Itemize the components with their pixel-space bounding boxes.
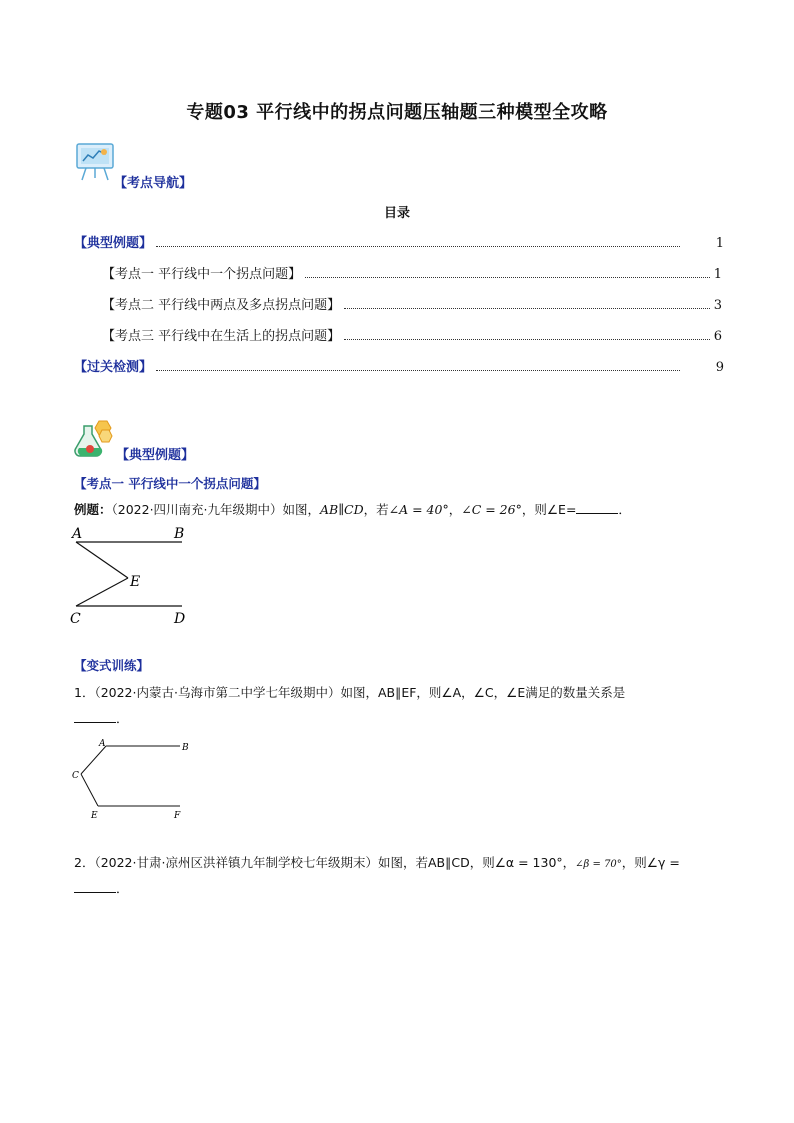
toc-heading: 目录 [383,206,410,221]
example-prefix: 例题： [74,502,112,517]
question-2 [74,853,734,875]
toc-leader-dots [305,276,710,278]
point-label-b: B [174,526,185,542]
answer-blank[interactable] [576,501,618,514]
variant-training-heading: 【变式训练】 [74,658,150,673]
question-tail: ，则∠γ = [621,855,680,870]
point-label-b: B [182,743,189,753]
answer-blank[interactable] [74,710,116,723]
point-label-e: E [91,811,98,821]
toc-page-number: 1 [715,236,724,251]
example-question [74,500,724,520]
toc-item-point2[interactable] [102,294,722,314]
toc-item-point1[interactable] [102,263,722,283]
toc-item-label: 【考点二 平行线中两点及多点拐点问题】 [102,298,341,313]
example-expr-parallel: AB∥CD [320,502,364,517]
page-title: 专题03 平行线中的拐点问题压轴题三种模型全攻略 [186,102,608,123]
question-number: 2． [74,855,95,870]
toc-page-number: 9 [715,360,724,375]
toc-item-label: 【考点一 平行线中一个拐点问题】 [102,267,302,282]
example-text-2: ，则∠E= [521,502,577,517]
answer-blank[interactable] [74,880,116,893]
point-label-a: A [72,526,83,542]
question-2-answer-line [74,879,129,899]
toc-leader-dots [156,245,680,247]
question-number: 1． [74,685,95,700]
question-end: ． [116,881,129,896]
point-label-d: D [174,611,186,627]
question-1 [74,683,724,703]
toc-page-number: 1 [713,267,722,282]
question-text: （2022·甘肃·凉州区洪祥镇九年制学校七年级期末）如图，若AB∥CD，则∠α = 130°， [94,855,576,870]
toc-leader-dots [156,369,680,371]
point-label-a: A [99,739,106,749]
toc-item-point3[interactable] [102,325,722,345]
typical-examples-heading: 【典型例题】 [116,448,195,463]
example-expr-angle-c: ∠C = 26° [461,502,522,517]
point-label-e: E [130,574,141,590]
presentation-board-icon [74,140,118,182]
toc-leader-dots [344,307,710,309]
toc-item-typical[interactable] [74,232,724,252]
example-end: ． [618,502,631,517]
question-1-answer-line [74,709,129,729]
question-expr-beta: ∠β = 70° [575,859,622,870]
example-sep: ， [448,502,462,517]
example-source: （2022·四川南充·九年级期中）如图， [111,502,321,517]
flask-icon [72,418,116,460]
example-figure [66,522,196,632]
point-label-f: F [174,811,181,821]
example-expr-angle-a: ∠A = 40° [388,502,449,517]
nav-label: 【考点导航】 [114,176,193,191]
toc-item-label: 【典型例题】 [74,236,153,251]
question-1-figure [66,736,196,824]
point-label-c: C [72,771,79,781]
toc-item-checkpoint[interactable] [74,356,724,376]
toc-item-label: 【过关检测】 [74,360,153,375]
toc-page-number: 6 [713,329,722,344]
question-text: （2022·内蒙古·乌海市第二中学七年级期中）如图，AB∥EF，则∠A，∠C，∠E满足的数量关系是 [94,685,626,700]
toc-item-label: 【考点三 平行线中在生活上的拐点问题】 [102,329,341,344]
toc-leader-dots [344,338,710,340]
toc-page-number: 3 [713,298,722,313]
point-label-c: C [70,611,81,627]
example-text: ，若 [363,502,389,517]
point1-heading: 【考点一 平行线中一个拐点问题】 [74,476,266,491]
question-end: ． [116,711,129,726]
